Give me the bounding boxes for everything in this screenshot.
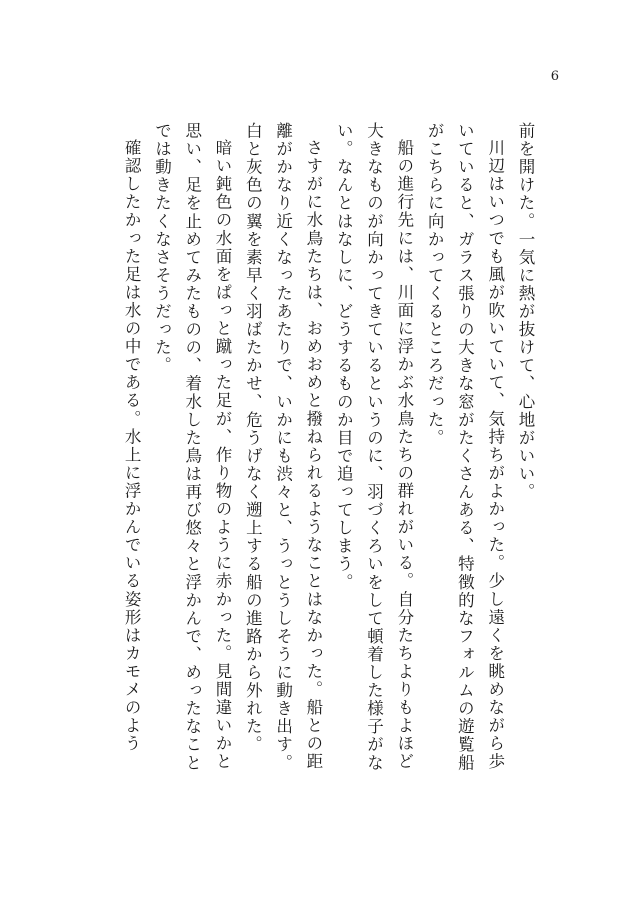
- paragraph: 船の進行先には、川面に浮かぶ水鳥たちの群れがいる。自分たちよりもよほど大きなものが向かってきているというのに、羽づくろいをして頓着した様子がない。なんとはなしに、どうするものか目で追ってしまう。: [334, 122, 414, 772]
- page-number: 6: [550, 69, 559, 84]
- paragraph: 川辺はいつでも風が吹いていて、気持ちがよかった。少し遠くを眺めながら歩いていると、ガラス張りの大きな窓がたくさんある、特徴的なフォルムの遊覧船がこちらに向かってくるところだった。: [425, 122, 505, 772]
- paragraph: さすがに水鳥たちは、おめおめと撥ねられるようなことはなかった。船との距離がかなり近くなったあたりで、いかにも渋々と、うっとうしそうに動き出す。白と灰色の翼を素早く羽ばたかせ、危うげなく遡上する船の進路から外れた。: [243, 122, 323, 772]
- paragraph: 前を開けた。一気に熱が抜けて、心地がいい。: [516, 122, 535, 502]
- paragraph: 確認したかった足は水の中である。水上に浮かんでいる姿形はカモメのよう: [122, 138, 142, 753]
- paragraph: 暗い鈍色の水面をぱっと蹴った足が、作り物のように赤かった。見間違いかと思い、足を止めてみたものの、着水した鳥は再び悠々と浮かんで、めったなことでは動きたくなさそうだった。: [152, 122, 233, 772]
- body-text: [80, 122, 540, 782]
